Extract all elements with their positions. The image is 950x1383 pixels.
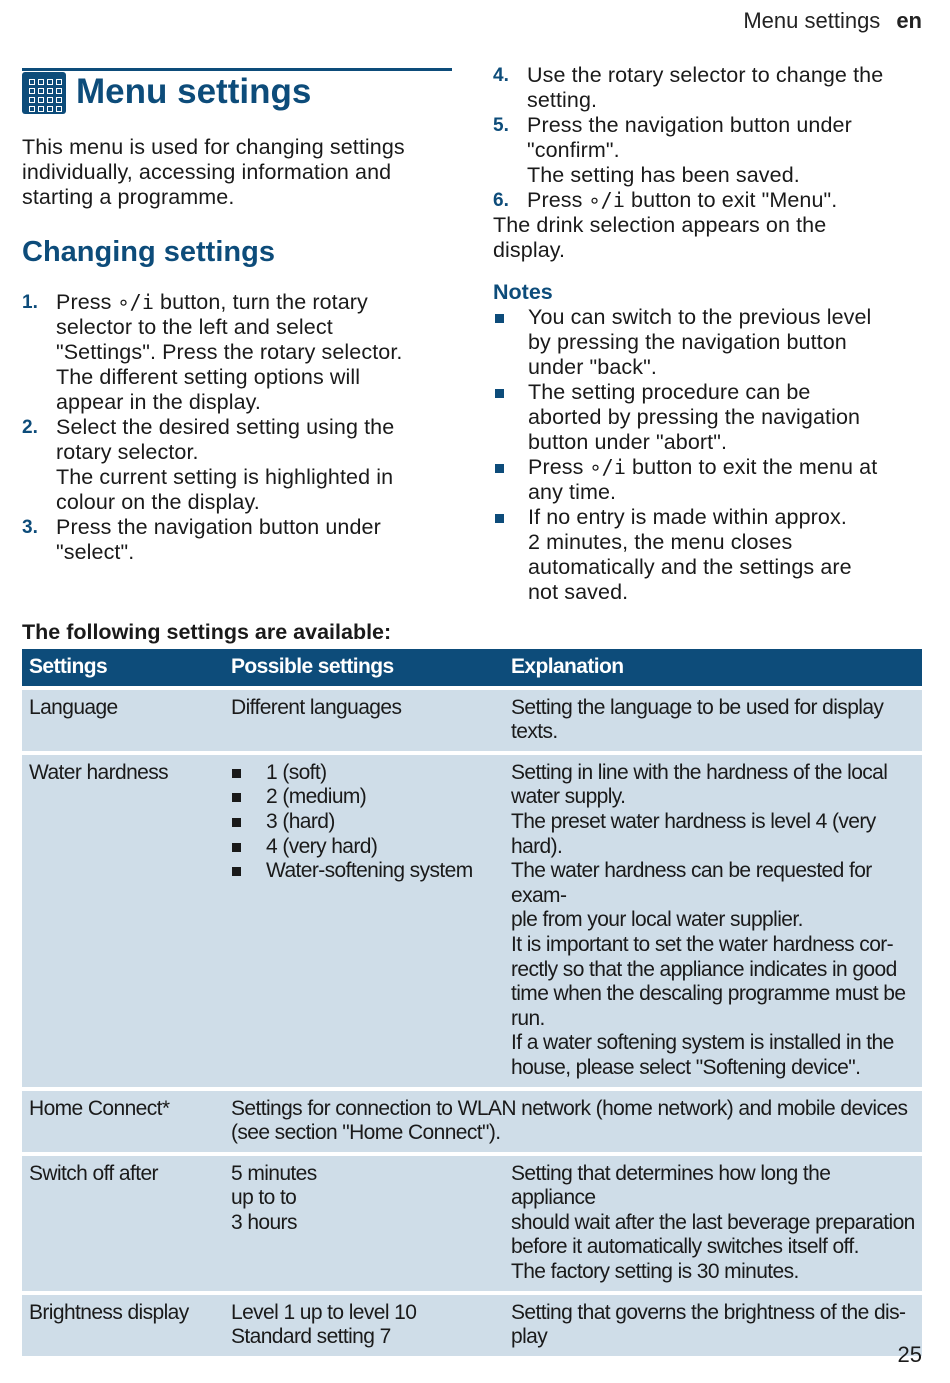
step-line: appear in the display. bbox=[56, 390, 261, 414]
note-line: not saved. bbox=[528, 580, 629, 604]
cell-line: 3 hours bbox=[231, 1210, 297, 1234]
table-row bbox=[22, 1091, 922, 1152]
menu-grid-icon bbox=[22, 72, 66, 114]
possible-text: Water-softening system bbox=[266, 859, 473, 883]
possible-item bbox=[231, 810, 504, 835]
cell-line: before it automatically switches itself off. bbox=[511, 1235, 859, 1259]
bullet-square-icon bbox=[495, 389, 504, 398]
cell-setting: Language bbox=[29, 695, 118, 719]
steps-column-right bbox=[493, 63, 933, 263]
note-line: button under "abort". bbox=[528, 430, 728, 454]
note-item bbox=[493, 505, 923, 605]
cell-line: should wait after the last beverage preparation bbox=[511, 1210, 915, 1234]
step-line: Press the navigation button under bbox=[527, 113, 852, 137]
note-line: The setting procedure can be bbox=[528, 380, 811, 404]
step-item bbox=[493, 113, 933, 188]
cell-line: up to to bbox=[231, 1186, 297, 1210]
drop-info-glyph-icon: ∘/i bbox=[589, 455, 626, 479]
cell-setting: Water hardness bbox=[29, 760, 169, 784]
intro-paragraph: This menu is used for changing settings individually, accessing information and starting a programme. bbox=[22, 135, 405, 209]
table-header-row bbox=[22, 649, 922, 686]
table-row bbox=[22, 755, 922, 1087]
note-item bbox=[493, 455, 923, 505]
bullet-square-icon bbox=[495, 314, 504, 323]
after-steps-text bbox=[493, 213, 933, 263]
bullet-square-icon bbox=[232, 818, 241, 827]
cell-line: rectly so that the appliance indicates in good bbox=[511, 957, 897, 981]
bullet-square-icon bbox=[232, 867, 241, 876]
bullet-square-icon bbox=[232, 793, 241, 802]
table-header-possible: Possible settings bbox=[231, 655, 394, 678]
note-item bbox=[493, 305, 923, 380]
cell-line: Level 1 up to level 10 bbox=[231, 1300, 417, 1324]
step-number: 2. bbox=[22, 417, 39, 438]
table-header-settings: Settings bbox=[29, 655, 108, 678]
section-heading: Changing settings bbox=[22, 236, 275, 268]
step-line: Select the desired setting using the bbox=[56, 415, 395, 439]
note-line: under "back". bbox=[528, 355, 657, 379]
step-item bbox=[493, 188, 933, 213]
cell-setting: Home Connect* bbox=[29, 1096, 170, 1120]
table-body bbox=[22, 690, 922, 1356]
header-language: en bbox=[896, 8, 922, 33]
cell-line: If a water softening system is installed in the bbox=[511, 1031, 894, 1055]
running-header bbox=[743, 8, 922, 34]
cell-line: house, please select "Softening device". bbox=[511, 1055, 861, 1079]
step-line: Press ∘/i button, turn the rotary bbox=[56, 290, 368, 314]
cell-explanation bbox=[504, 755, 922, 1087]
step-item bbox=[22, 415, 452, 515]
step-number: 1. bbox=[22, 292, 39, 313]
cell-line: The preset water hardness is level 4 (very hard). bbox=[511, 809, 876, 858]
cell-line: Setting in line with the hardness of the local bbox=[511, 760, 888, 784]
cell-possible bbox=[224, 690, 504, 751]
possible-text: 3 (hard) bbox=[266, 809, 335, 833]
step-item bbox=[22, 290, 452, 415]
step-line: colour on the display. bbox=[56, 490, 260, 514]
cell-line: Standard setting 7 bbox=[231, 1325, 391, 1349]
settings-table bbox=[22, 649, 922, 1360]
cell-possible bbox=[224, 755, 504, 1087]
after-steps-line: The drink selection appears on the bbox=[493, 213, 827, 237]
step-item bbox=[493, 63, 933, 113]
cell-line: The water hardness can be requested for exam- bbox=[511, 859, 872, 907]
cell-explanation bbox=[504, 1295, 922, 1356]
step-line: "select". bbox=[56, 540, 135, 564]
step-line: rotary selector. bbox=[56, 440, 199, 464]
after-steps-line: display. bbox=[493, 238, 566, 262]
table-row bbox=[22, 1156, 922, 1291]
step-number: 4. bbox=[493, 65, 510, 86]
table-caption: The following settings are available: bbox=[22, 620, 392, 644]
cell-line: Setting that determines how long the appliance bbox=[511, 1161, 831, 1210]
note-line: aborted by pressing the navigation bbox=[528, 405, 861, 429]
cell-line: 5 minutes bbox=[231, 1161, 317, 1185]
step-line: The setting has been saved. bbox=[527, 163, 800, 187]
cell-line: water supply. bbox=[511, 785, 626, 809]
step-number: 5. bbox=[493, 115, 510, 136]
bullet-square-icon bbox=[495, 514, 504, 523]
cell-line: (see section "Home Connect"). bbox=[231, 1121, 501, 1145]
possible-text: 2 (medium) bbox=[266, 785, 367, 809]
cell-explanation bbox=[504, 690, 922, 751]
bullet-square-icon bbox=[495, 464, 504, 473]
step-line: "confirm". bbox=[527, 138, 620, 162]
cell-line: ple from your local water supplier. bbox=[511, 908, 803, 932]
steps-list-left bbox=[22, 290, 452, 565]
possible-item bbox=[231, 835, 504, 860]
cell-line: run. bbox=[511, 1006, 545, 1030]
note-line: by pressing the navigation button bbox=[528, 330, 847, 354]
possible-text: 4 (very hard) bbox=[266, 834, 378, 858]
notes-heading: Notes bbox=[493, 280, 553, 304]
note-line: You can switch to the previous level bbox=[528, 305, 872, 329]
cell-line: Setting the language to be used for display texts. bbox=[511, 695, 884, 744]
page-title: Menu settings bbox=[76, 72, 312, 111]
note-item bbox=[493, 380, 923, 455]
cell-line: Settings for connection to WLAN network (home network) and mobile devices bbox=[231, 1096, 908, 1120]
possible-item bbox=[231, 785, 504, 810]
cell-possible bbox=[224, 1295, 504, 1356]
cell-line: It is important to set the water hardness cor- bbox=[511, 932, 894, 956]
step-line: The different setting options will bbox=[56, 365, 361, 389]
cell-line: Setting that governs the brightness of the dis- bbox=[511, 1300, 906, 1324]
step-line: Use the rotary selector to change the bbox=[527, 63, 884, 87]
cell-line: The factory setting is 30 minutes. bbox=[511, 1260, 799, 1284]
step-line: The current setting is highlighted in bbox=[56, 465, 394, 489]
steps-list-right bbox=[493, 63, 933, 213]
page-number: 25 bbox=[897, 1342, 922, 1367]
cell-explanation bbox=[504, 1156, 922, 1291]
note-line: any time. bbox=[528, 480, 617, 504]
table-header-explanation: Explanation bbox=[511, 655, 624, 678]
step-number: 3. bbox=[22, 517, 39, 538]
step-number: 6. bbox=[493, 190, 510, 211]
header-section: Menu settings bbox=[743, 8, 881, 33]
drop-info-glyph-icon: ∘/i bbox=[588, 188, 625, 212]
possible-list bbox=[231, 761, 504, 884]
step-line: "Settings". Press the rotary selector. bbox=[56, 340, 403, 364]
possible-item bbox=[231, 859, 504, 884]
step-line: setting. bbox=[527, 88, 598, 112]
table-row bbox=[22, 690, 922, 751]
step-line: Press ∘/i button to exit "Menu". bbox=[527, 188, 838, 212]
cell-possible bbox=[224, 1156, 504, 1291]
cell-setting: Switch off after bbox=[29, 1161, 158, 1185]
step-item bbox=[22, 515, 452, 565]
table-row bbox=[22, 1295, 922, 1356]
cell-line: time when the descaling programme must be bbox=[511, 982, 906, 1006]
step-line: selector to the left and select bbox=[56, 315, 333, 339]
notes-list bbox=[493, 305, 923, 605]
cell-line: play bbox=[511, 1325, 548, 1349]
bullet-square-icon bbox=[232, 843, 241, 852]
drop-info-glyph-icon: ∘/i bbox=[117, 290, 154, 314]
possible-text: 1 (soft) bbox=[266, 760, 327, 784]
possible-item bbox=[231, 761, 504, 786]
note-line: automatically and the settings are bbox=[528, 555, 852, 579]
title-rule bbox=[22, 68, 452, 71]
cell-setting: Brightness display bbox=[29, 1300, 189, 1324]
note-line: If no entry is made within approx. bbox=[528, 505, 847, 529]
cell-line: Different languages bbox=[231, 695, 402, 719]
note-line: 2 minutes, the menu closes bbox=[528, 530, 793, 554]
bullet-square-icon bbox=[232, 769, 241, 778]
step-line: Press the navigation button under bbox=[56, 515, 381, 539]
note-line: Press ∘/i button to exit the menu at bbox=[528, 455, 878, 479]
cell-spanning bbox=[224, 1091, 922, 1152]
